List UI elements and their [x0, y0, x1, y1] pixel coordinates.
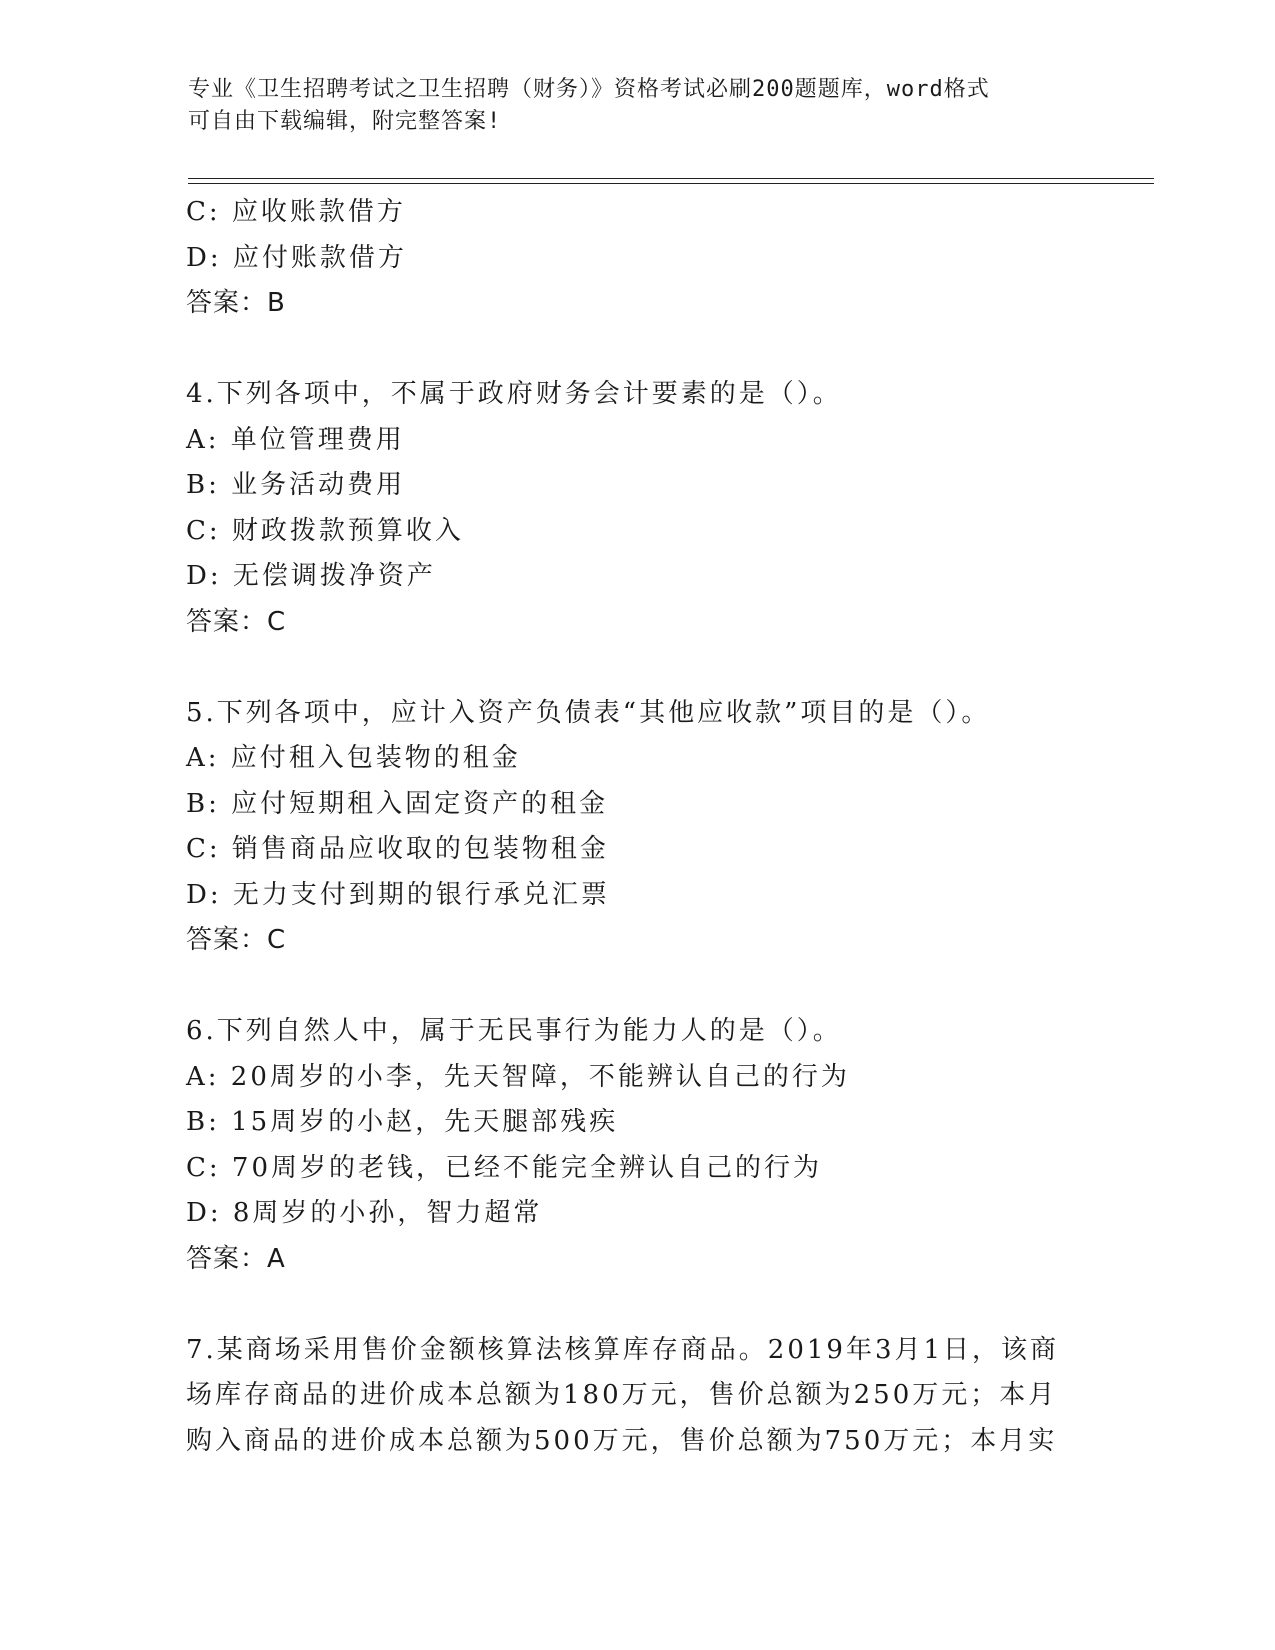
question-text-line-2: 场库存商品的进价成本总额为180万元，售价总额为250万元；本月: [186, 1380, 1058, 1410]
option-a: A: 应付租入包装物的租金: [186, 743, 521, 773]
option-c: C: 财政拨款预算收入: [186, 515, 464, 546]
answer-line: 答案：A: [186, 1243, 286, 1274]
option-a: A: 单位管理费用: [186, 424, 405, 455]
spacer: [186, 327, 1086, 373]
header-divider-bottom: [188, 183, 1154, 184]
option-c: C: 70周岁的老钱，已经不能完全辨认自己的行为: [186, 1152, 823, 1183]
header-line-2: 可自由下载编辑，附完整答案!: [188, 109, 502, 134]
question-text-line-3: 购入商品的进价成本总额为500万元，售价总额为750万元；本月实: [186, 1425, 1058, 1456]
question-text: 5.下列各项中，应计入资产负债表“其他应收款”项目的是（）。: [186, 697, 991, 728]
answer-line: 答案：B: [186, 288, 286, 318]
option-b: B: 业务活动费用: [186, 470, 406, 500]
question-block-4: [186, 372, 1086, 645]
option-d: D: 无力支付到期的银行承兑汇票: [186, 879, 610, 910]
option-d: D: 无偿调拨净资产: [186, 561, 436, 591]
header-divider-top: [188, 178, 1154, 179]
option-d: D: 应付账款借方: [186, 242, 407, 273]
question-block-6: [186, 1009, 1086, 1282]
option-b: B: 应付短期租入固定资产的租金: [186, 788, 609, 819]
option-d: D: 8周岁的小孙，智力超常: [186, 1198, 543, 1228]
question-text: 6.下列自然人中，属于无民事行为能力人的是（）。: [186, 1016, 842, 1046]
answer-line: 答案：C: [186, 925, 287, 955]
question-text-line-1: 7.某商场采用售价金额核算法核算库存商品。2019年3月1日，该商: [186, 1334, 1060, 1365]
document-header: [188, 74, 1068, 138]
question-block-5: [186, 691, 1086, 964]
answer-line: 答案：C: [186, 606, 287, 637]
option-b: B: 15周岁的小赵，先天腿部残疾: [186, 1107, 619, 1137]
header-line-1: 专业《卫生招聘考试之卫生招聘（财务）》资格考试必刷200题题库，word格式: [188, 77, 990, 102]
question-block-7: [186, 1328, 1086, 1465]
question-text: 4.下列各项中，不属于政府财务会计要素的是（）。: [186, 379, 842, 409]
option-c: C: 销售商品应收取的包装物租金: [186, 834, 609, 864]
option-a: A: 20周岁的小李，先天智障，不能辨认自己的行为: [186, 1061, 850, 1092]
spacer: [186, 964, 1086, 1010]
question-list: [186, 190, 1086, 1464]
question-block-3: [186, 190, 1086, 327]
spacer: [186, 645, 1086, 691]
spacer: [186, 1282, 1086, 1328]
option-c: C: 应收账款借方: [186, 197, 406, 227]
